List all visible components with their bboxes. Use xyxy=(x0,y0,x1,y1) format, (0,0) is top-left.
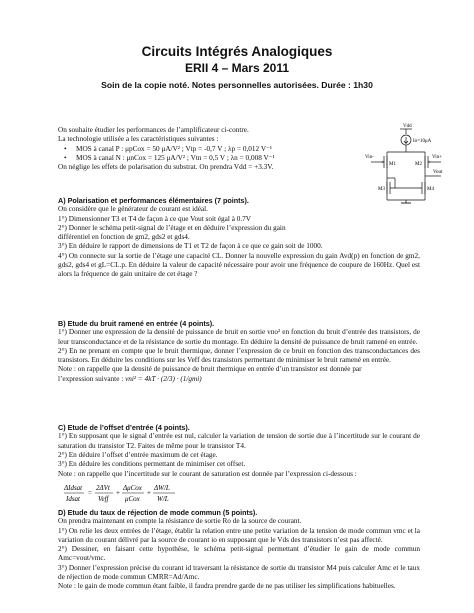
section-c xyxy=(58,423,420,451)
section-b-q1: 1°) Donner une expression de la densité de puissance de bruit en sortie vno² en fonction du bruit d’entrée des transistors, de leur transconductance et de la résistance de sortie du montage. En déduire la densité de puissance de bruit ramené en entrée. xyxy=(58,328,420,346)
section-c-title: C) Etude de l’offset d’entrée (4 points). xyxy=(58,423,190,432)
eq-t1-den: Veff xyxy=(98,495,109,503)
vout-label: Vout xyxy=(433,170,443,175)
section-a-q3: 3°) En déduire le rapport de dimensions de T1 et T2 de façon à ce que ce gain soit de 1000. xyxy=(58,242,323,251)
section-b-formula-line xyxy=(58,375,420,384)
section-a-title: A) Polarisation et performances élémentaires (7 points). xyxy=(58,196,249,205)
exam-subtitle: ERII 4 – Mars 2011 xyxy=(184,61,290,75)
m1-label: M1 xyxy=(389,162,396,167)
section-d-q2: 2°) Dessiner, en faisant cette hypothèse, le schéma petit-signal permettant d’étudier le gain de mode commun Amc=vout/vmc. xyxy=(58,545,420,563)
vin-plus-label: Vin+ xyxy=(432,155,443,160)
intro-block xyxy=(58,126,358,172)
section-a-q2-cont: différentiel en fonction de gm2, gds2 et gds4. xyxy=(58,233,190,242)
section-b-note: Note : on rappelle que la densité de puissance de bruit thermique en entrée d’un transistor est donnée par xyxy=(58,365,362,374)
intro-line: On souhaite étudier les performances de l’amplificateur ci-contre. xyxy=(58,126,249,134)
tech-nmos: • MOS à canal N : μnCox = 125 μA/V² ; Vtn = 0,5 V ; λn = 0,008 V⁻¹ xyxy=(58,154,358,163)
current-source-label: Io=10μA xyxy=(413,139,432,144)
m2-label: M2 xyxy=(415,162,422,167)
section-c-note: Note : on rappelle que l’incertitude sur le courant de saturation est donnée par l’expression ci-dessous : xyxy=(58,470,357,478)
eq-lhs-den: Idsat xyxy=(66,495,80,503)
section-a xyxy=(58,196,420,280)
exam-title: Circuits Intégrés Analogiques xyxy=(141,44,333,59)
m3-label: M3 xyxy=(378,187,385,192)
thermal-noise-formula: vni² = 4kT · (2/3) · (1/gmi) xyxy=(125,374,202,383)
section-d-note: Note : le gain de mode commun étant faible, il faudra prendre garde de ne pas utiliser les simplifications habituelles. xyxy=(58,582,396,591)
section-d-title: D) Etude du taux de réjection de mode commun (5 points). xyxy=(58,508,258,517)
eq-t3-num: ΔW/L xyxy=(154,484,170,492)
exam-instructions: Soin de la copie noté. Notes personnelles autorisées. Durée : 1h30 xyxy=(101,80,373,90)
amplifier-schematic xyxy=(365,120,445,206)
section-a-q2: 2°) Donner le schéma petit-signal de l’étage et en déduire l’expression du gain xyxy=(58,223,286,232)
section-c-cont xyxy=(58,451,420,470)
eq-t1-num: 2ΔVt xyxy=(96,484,110,492)
section-b-q2: 2°) En ne prenant en compte que le bruit thermique, donner l’expression de ce bruit en fonction des transconductances des transistors. En déduire les conditions sur les Veff des transistors permettant de minimiser le bruit ramené en entrée. xyxy=(58,346,420,365)
offset-equation xyxy=(62,481,222,507)
eq-plus-1: + xyxy=(116,489,120,497)
eq-equals: = xyxy=(88,489,92,497)
eq-t3-den: W/L xyxy=(157,495,169,503)
vin-minus-label: Vin- xyxy=(365,155,374,160)
section-d-body xyxy=(58,508,420,592)
vdd-label: Vdd xyxy=(403,124,412,129)
eq-t2-num: ΔμCox xyxy=(123,484,142,492)
section-a-p0: On considère que le générateur de courant est idéal. xyxy=(58,205,208,214)
intro-line: On néglige les effets de polarisation du substrat. On prendra Vdd = +3.3V. xyxy=(58,163,274,172)
eq-plus-2: + xyxy=(147,489,151,497)
section-b xyxy=(58,319,420,384)
section-a-q1: 1°) Dimensionner T3 et T4 de façon à ce que Vout soit égal à 0.7V xyxy=(58,214,252,223)
eq-lhs-num: ΔIdsat xyxy=(64,484,83,492)
m4-label: M4 xyxy=(427,187,434,192)
section-c-q3: 3°) En déduire les conditions permettant de minimiser cet offset. xyxy=(58,460,246,469)
section-d-p0: On prendra maintenant en compte la résistance de sortie Ro de la source de courant. xyxy=(58,517,302,526)
tech-pmos: • MOS à canal P : μpCox = 50 μA/V² ; Vtp = -0,7 V ; λp = 0,012 V⁻¹ xyxy=(58,145,358,154)
section-b-note-cont: l’expression suivante : xyxy=(58,374,124,383)
eq-t2-den: μCox xyxy=(125,495,140,503)
section-d-q1: 1°) On relie les deux entrées de l’étage, établir la relation entre une petite variation de la tension de mode commun vmc et la variation du courant délivré par la source de courant io en supposant que le Vds des transistors n’est pas affecté. xyxy=(58,526,420,544)
section-b-title: B) Etude du bruit ramené en entrée (4 points). xyxy=(58,319,215,328)
section-d-q3: 3°) Donner l’expression précise du courant id traversant la résistance de sortie du transistor M4 puis calculer Amc et le taux de réjection de mode commun CMRR=Ad/Amc. xyxy=(58,563,420,582)
section-c-q2: 2°) En déduire l’offset d’entrée maximum de cet étage. xyxy=(58,451,218,459)
section-a-q4: 4°) On connecte sur la sortie de l’étage une capacité CL. Donner la nouvelle expression du gain Avd(p) en fonction de gm2, gds2, gds4 et gL=CL.p. En déduire la valeur de capacité nécessaire pour avoir une fréquence de coupure de 160Hz. Quel est alors la fréquence de gain unitaire de cet étage ? xyxy=(58,251,420,279)
section-c-q1: 1°) En supposant que le signal d’entrée est nul, calculer la variation de tension de sortie due à l’incertitude sur le courant de saturation du transistor T2. Faites de même pour le transistor T4. xyxy=(58,432,420,450)
intro-line: La technologie utilisée a les caractéristiques suivantes : xyxy=(58,135,219,144)
